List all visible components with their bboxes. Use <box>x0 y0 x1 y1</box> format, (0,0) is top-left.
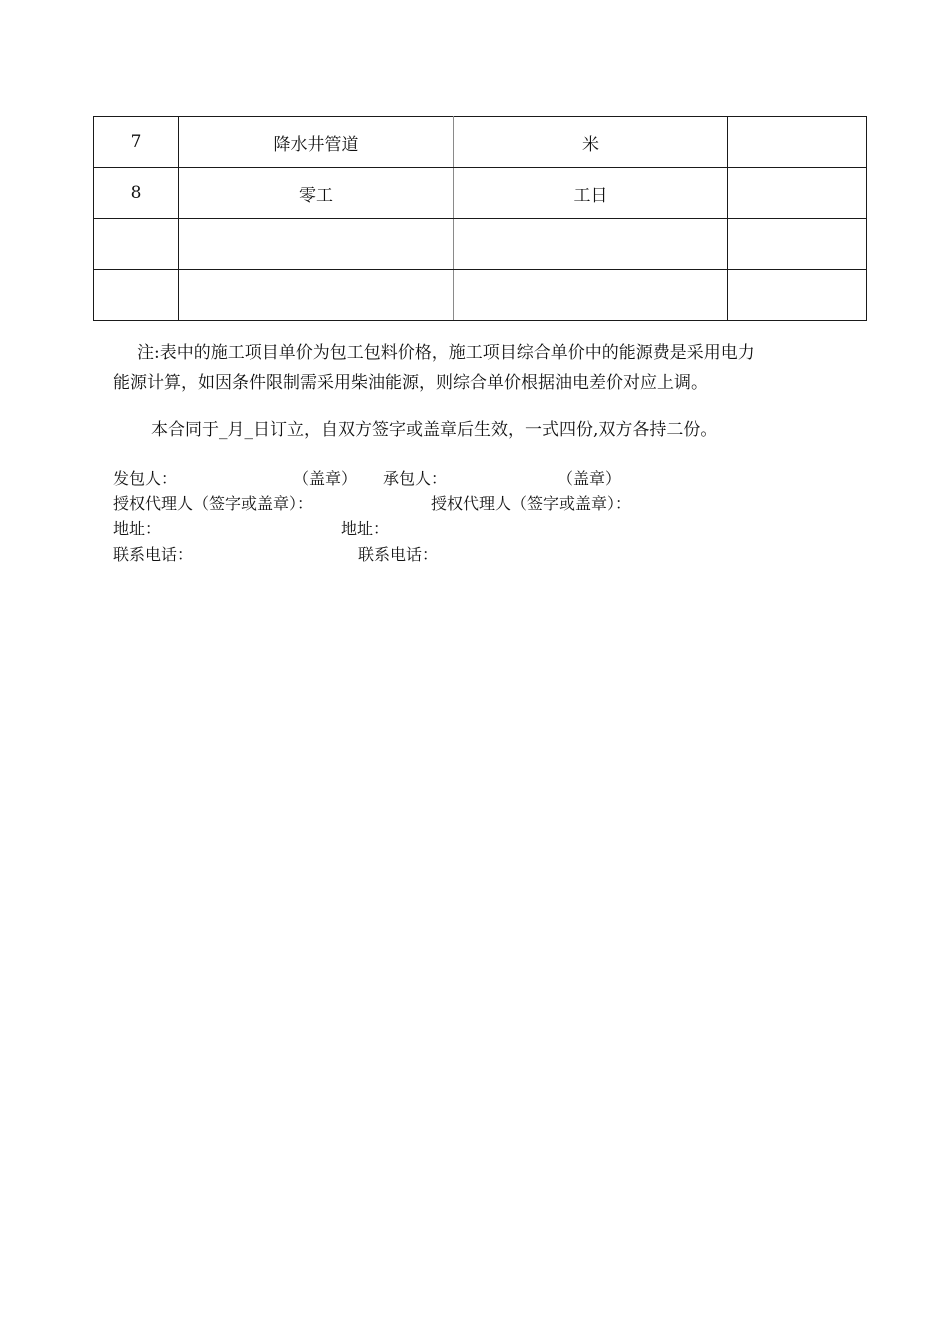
price-cell <box>728 117 867 168</box>
price-cell <box>728 270 867 321</box>
item-name-cell: 降水井管道 <box>179 117 454 168</box>
unit-cell <box>454 219 728 270</box>
item-name-cell <box>179 219 454 270</box>
table-row <box>94 219 867 270</box>
contractor-agent: 授权代理人（签字或盖章）： <box>431 494 632 513</box>
price-table <box>93 116 867 321</box>
employer-seal: （盖章） <box>293 469 358 488</box>
table-row <box>94 168 867 219</box>
employer-address: 地址： <box>113 519 162 538</box>
table-note <box>113 338 843 398</box>
effective-clause: 本合同于_月_日订立，自双方签字或盖章后生效，一式四份,双方各持二份。 <box>151 420 718 440</box>
contractor-address: 地址： <box>341 519 390 538</box>
row-number-cell: 8 <box>94 168 179 219</box>
contractor-label: 承包人： <box>383 469 448 488</box>
unit-cell: 米 <box>454 117 728 168</box>
row-number-cell <box>94 219 179 270</box>
employer-label: 发包人： <box>113 469 178 488</box>
unit-cell <box>454 270 728 321</box>
contractor-seal: （盖章） <box>557 469 622 488</box>
price-cell <box>728 168 867 219</box>
note-line-2: 能源计算，如因条件限制需采用柴油能源，则综合单价根据油电差价对应上调。 <box>113 373 708 393</box>
item-name-cell: 零工 <box>179 168 454 219</box>
unit-cell: 工日 <box>454 168 728 219</box>
employer-agent: 授权代理人（签字或盖章）： <box>113 494 314 513</box>
contractor-phone: 联系电话： <box>358 545 439 564</box>
price-cell <box>728 219 867 270</box>
row-number-cell <box>94 270 179 321</box>
row-number-cell: 7 <box>94 117 179 168</box>
note-line-1: 注:表中的施工项目单价为包工包料价格，施工项目综合单价中的能源费是采用电力 <box>137 343 755 363</box>
table-row <box>94 117 867 168</box>
employer-phone: 联系电话： <box>113 545 194 564</box>
item-name-cell <box>179 270 454 321</box>
table-row <box>94 270 867 321</box>
